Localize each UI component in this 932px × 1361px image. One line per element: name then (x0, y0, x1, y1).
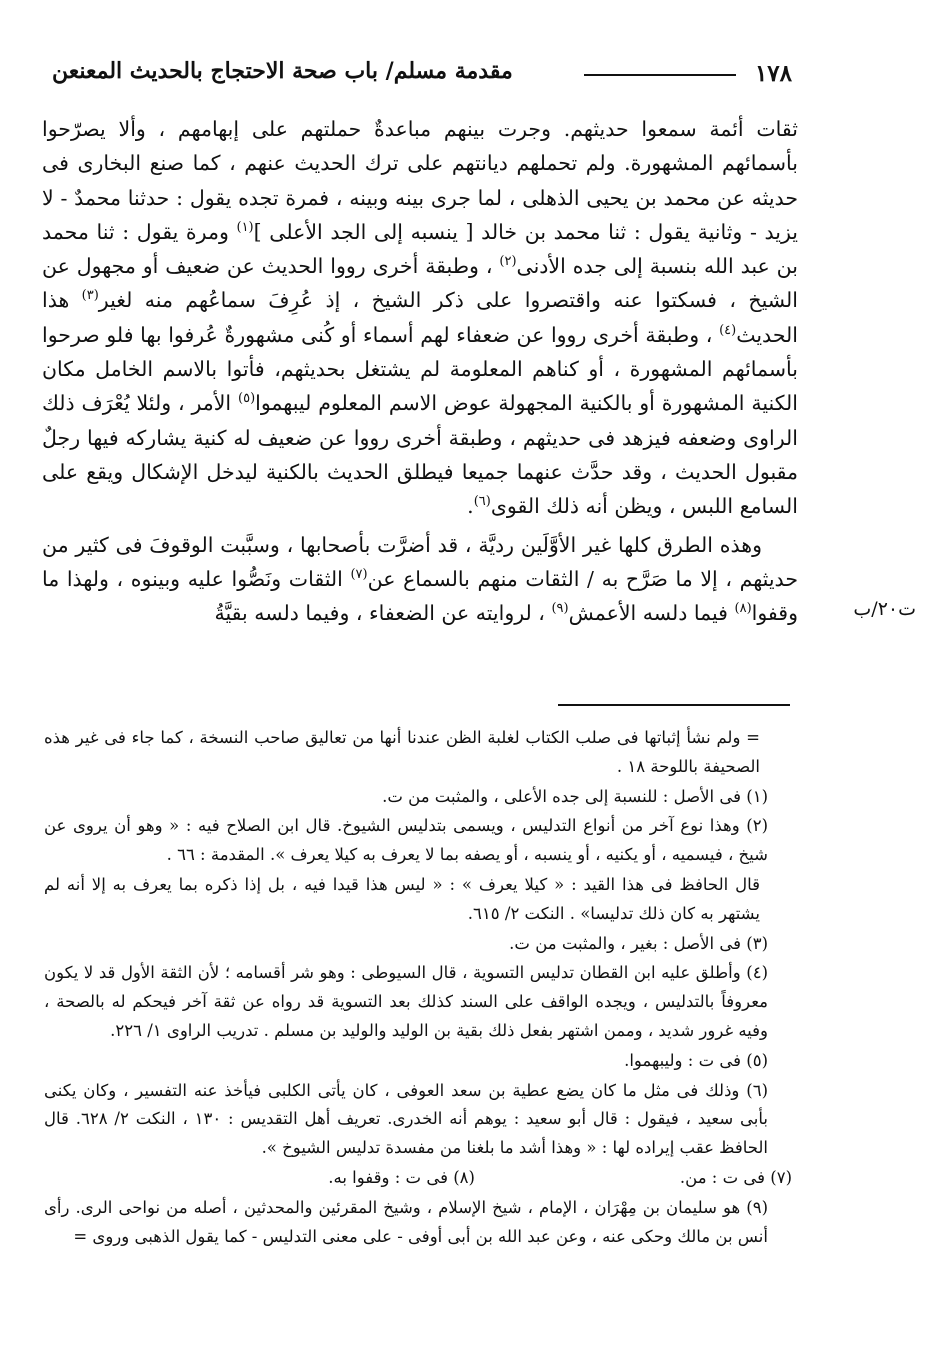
footnote-2: (٢) وهذا نوع آخر من أنواع التدليس ، ويسمى بتدليس الشيوخ. قال ابن الصلاح فيه : « وهو أن يروى عن شيخ ، فيسميه ، أو يكنيه ، أو ينسبه ، أو يصفه بما لا يعرف به كيلا يعرف ». المقدمة : ٦٦ . (44, 816, 768, 865)
footnote-ref: (٣) (81, 288, 99, 304)
text-segment: هذا الحديث (42, 288, 798, 347)
footnote-2-continued: قال الحافظ فى هذا القيد : « كيلا يعرف » : « ليس هذا قيدا فيه ، بل إذا ذكره بما يعرف به إلا أنه لم يشتهر به كان ذلك تدليسا» . النكت ٢/ ٦١٥. (44, 874, 760, 923)
paragraph (42, 112, 798, 524)
page-header (52, 58, 792, 98)
paragraph (42, 528, 798, 631)
footnote-ref: (٢) (499, 254, 517, 270)
text-segment: ، وطبقة أخرى رووا عن ضعفاء لهم أسماء أو كُنى مشهورةٌ عُرفوا بها فلو صرحوا بأسمائهم المشهورة ، أو كناهم المعلومة لم يشتغل بحديثهم، فأتوا بالاسم الخامل مكان الكنية المشهورة أو بالكنية المجهولة عوض الاسم المعلوم ليبهموا (42, 322, 798, 416)
text-segment: فيما دلسه الأعمش (568, 601, 735, 626)
text-segment: . (467, 494, 474, 519)
footnote-ref: (٤) (719, 322, 737, 338)
manuscript-folio-note: ت٢٠/ب (853, 598, 916, 620)
footnote-ref: (١) (236, 220, 254, 236)
footnote-ref: (٥) (238, 391, 256, 407)
main-text (42, 112, 798, 630)
footnote-9: (٩) هو سليمان بن مِهْرَان ، الإمام ، شيخ الإسلام ، وشيخ المقرئين والمحدثين ، أصله من نواحى الرى. رأى أنس بن مالك وحكى عنه ، وعن عبد الله بن أبى أوفى - على معنى التدليس - كما يقول الذهبى وروى = (44, 1197, 768, 1246)
footnote-ref: (٦) (473, 494, 491, 510)
footnote-ref: (٩) (551, 601, 569, 617)
footnote-8: (٨) فى ت : وقفوا به. (328, 1167, 475, 1187)
text-segment: وهذه الطرق كلها غير الأوَّلَين رديَّة ، قد أضرَّت بأصحابها ، وسبَّبت الوقوفَ فى كثير من حديثهم ، إلا ما صَرَّح به / الثقات منهم بالسماع عن (42, 532, 798, 591)
text-segment: ، لروايته عن الضعفاء ، وفيما دلسه بقيَّةُ (214, 601, 552, 626)
footnote-ref: (٧) (350, 567, 368, 583)
text-segment: ، وطبقة أخرى رووا الحديث عن ضعيف أو مجهول عن الشيخ ، فسكتوا عنه واقتصروا على ذكر الشيخ ، إذ عُرِفَ سماعُهم منه لغير (42, 254, 798, 313)
text-segment: الأمر ، ولئلا يُعْرَف ذلك الراوى وضعفه فيزهد فى حديثهم ، وطبقة أخرى رووا عن ضعيف له كنية يشاركه فيها رجلٌ مقبول الحديث ، وقد حدَّث عنهما جميعا فيطلق الحديث بالكنية ليدخل الإشكال ويقع على السامع اللبس ، ويظن أنه ذلك القوى (42, 391, 798, 519)
footnote-5: (٥) فى ت : وليبهموا. (624, 1050, 768, 1070)
page-number: ١٧٨ (754, 60, 792, 87)
footnote-7: (٧) فى ت : من. (679, 1167, 792, 1187)
footnote-4: (٤) وأطلق عليه ابن القطان تدليس التسوية ، قال السيوطى : وهو شر أقسامه ؛ لأن الثقة الأول قد لا يكون معروفاً بالتدليس ، ويجده الواقف على السند كذلك بعد التسوية قد رواه عن ثقة آخر فيحكم له بالصحة ، وفيه غرور شديد ، وممن اشتهر بفعل ذلك بقية بن الوليد والوليد بن مسلم . تدريب الراوى ١/ ٢٢٦. (44, 963, 768, 1040)
text-segment: ومرة يقول : ثنا محمد بن عبد الله بنسبة إلى جده الأدنى (42, 219, 798, 279)
footnote-row-7-8 (328, 1164, 792, 1193)
footnote-continuation: = ولم نشأ إثباتها فى صلب الكتاب لغلبة الظن عندنا أنها من تعاليق صاحب النسخة ، كما جاء فى غير هذه الصحيفة باللوحة ١٨ . (44, 728, 760, 776)
footnote-ref: (٨) (734, 601, 752, 617)
header-rule (584, 74, 736, 76)
footnote-1: (١) فى الأصل : للنسبة إلى جده الأعلى ، والمثبت من ت. (382, 786, 768, 806)
footnotes (44, 724, 792, 1252)
running-title: مقدمة مسلم/ باب صحة الاحتجاج بالحديث المعنعن (52, 58, 513, 84)
footnote-separator (558, 704, 790, 706)
footnote-6: (٦) وذلك فى مثل ما كان يضع عطية بن سعد العوفى ، كان يأتى الكلبى فيأخذ عنه التفسير ، وكان يكنى بأبى سعيد ، فيقول : قال أبو سعيد : يوهم أنه الخدرى. تعريف أهل التقديس : ١٣٠ ، النكت ٢/ ٦٢٨. قال الحافظ عقب إيراده لها : « وهذا أشد ما بلغنا من مفسدة تدليس الشيوخ ». (44, 1080, 768, 1158)
footnote-3: (٣) فى الأصل : بغير ، والمثبت من ت. (509, 933, 768, 953)
text-segment: الثقات ونَصُّوا عليه وبينوه ، ولهذا ما وقفوا (42, 566, 798, 626)
text-segment: ثقات أئمة سمعوا حديثهم. وجرت بينهم مباعدةٌ حملتهم على إبهامهم ، وألا يصرّحوا بأسمائهم المشهورة. ولم تحملهم ديانتهم على ترك الحديث عنهم ، كما صنع البخارى فى حديثه عن محمد بن يحيى الذهلى ، لما جرى بينه وبينه ، فمرة تجده يقول : حدثنا محمدٌ - لا يزيد - وثانية يقول : ثنا محمد بن خالد [ ينسبه إلى الجد الأعلى ] (42, 117, 798, 244)
